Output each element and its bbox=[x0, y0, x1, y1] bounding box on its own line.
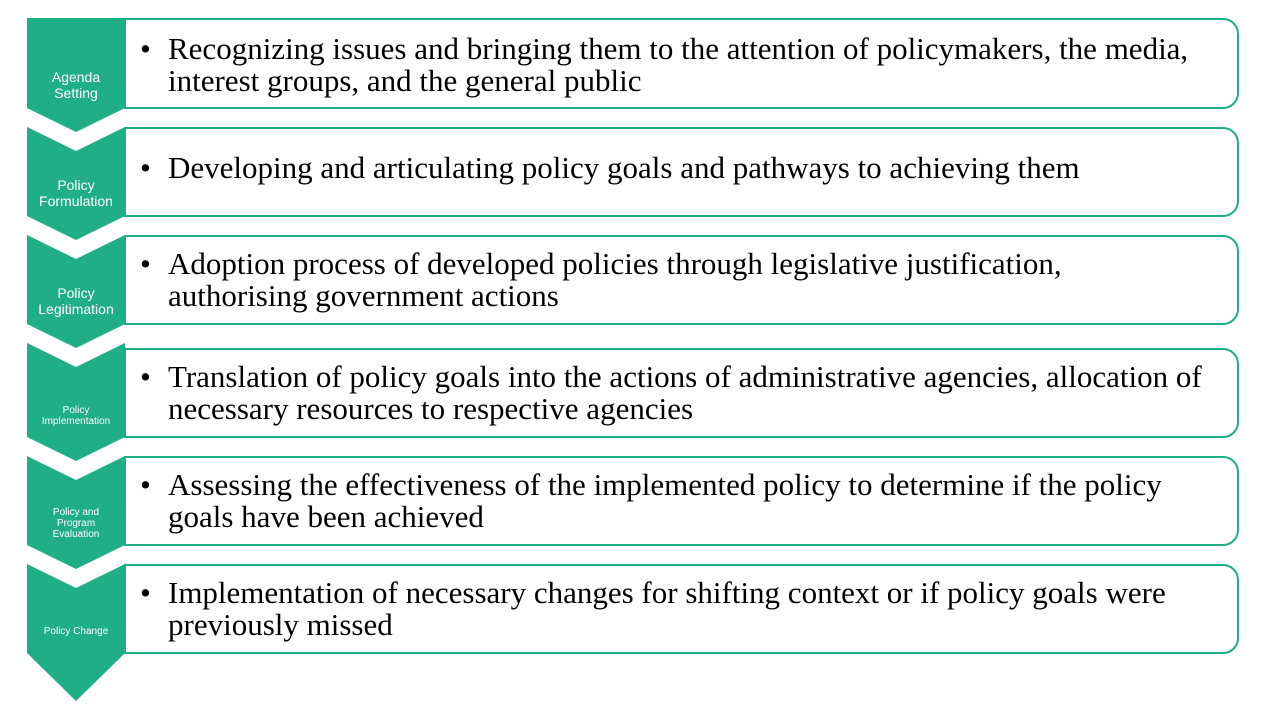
description-text: Adoption process of developed policies through legislative justification, authorising government actions bbox=[168, 246, 1062, 313]
bullet: • bbox=[140, 150, 151, 185]
stage-label-policy-formulation: Policy Formulation bbox=[39, 177, 113, 209]
bullet: • bbox=[140, 467, 151, 502]
description-text: Implementation of necessary changes for shifting context or if policy goals were previously missed bbox=[168, 575, 1166, 642]
description-item bbox=[140, 469, 1207, 533]
description-text: Translation of policy goals into the actions of administrative agencies, allocation of necessary resources to respective agencies bbox=[168, 359, 1202, 426]
description-box-policy-change bbox=[124, 564, 1239, 654]
stage-label-policy-change: Policy Change bbox=[43, 626, 109, 637]
description-text: Recognizing issues and bringing them to the attention of policymakers, the media, interest groups, and the general public bbox=[168, 31, 1189, 98]
stage-label-policy-legitimation: Policy Legitimation bbox=[38, 285, 114, 317]
description-item bbox=[140, 152, 1207, 184]
description-item bbox=[140, 33, 1207, 97]
description-item bbox=[140, 248, 1207, 312]
stage-label-policy-evaluation: Policy and Program Evaluation bbox=[52, 507, 100, 541]
stage-label-policy-implementation: Policy Implementation bbox=[41, 405, 111, 428]
description-box-policy-legitimation bbox=[124, 235, 1239, 325]
bullet: • bbox=[140, 31, 151, 66]
description-text: Assessing the effectiveness of the implemented policy to determine if the policy goals have been achieved bbox=[168, 467, 1162, 534]
bullet: • bbox=[140, 246, 151, 281]
description-item bbox=[140, 577, 1207, 641]
description-text: Developing and articulating policy goals and pathways to achieving them bbox=[168, 150, 1080, 185]
description-box-agenda-setting bbox=[124, 18, 1239, 109]
chevron-policy-implementation bbox=[27, 343, 125, 461]
bullet: • bbox=[140, 575, 151, 610]
description-box-policy-formulation bbox=[124, 127, 1239, 217]
stage-label-agenda-setting: Agenda Setting bbox=[51, 69, 101, 101]
description-box-policy-evaluation bbox=[124, 456, 1239, 546]
bullet: • bbox=[140, 359, 151, 394]
description-box-policy-implementation bbox=[124, 348, 1239, 438]
description-item bbox=[140, 361, 1207, 425]
